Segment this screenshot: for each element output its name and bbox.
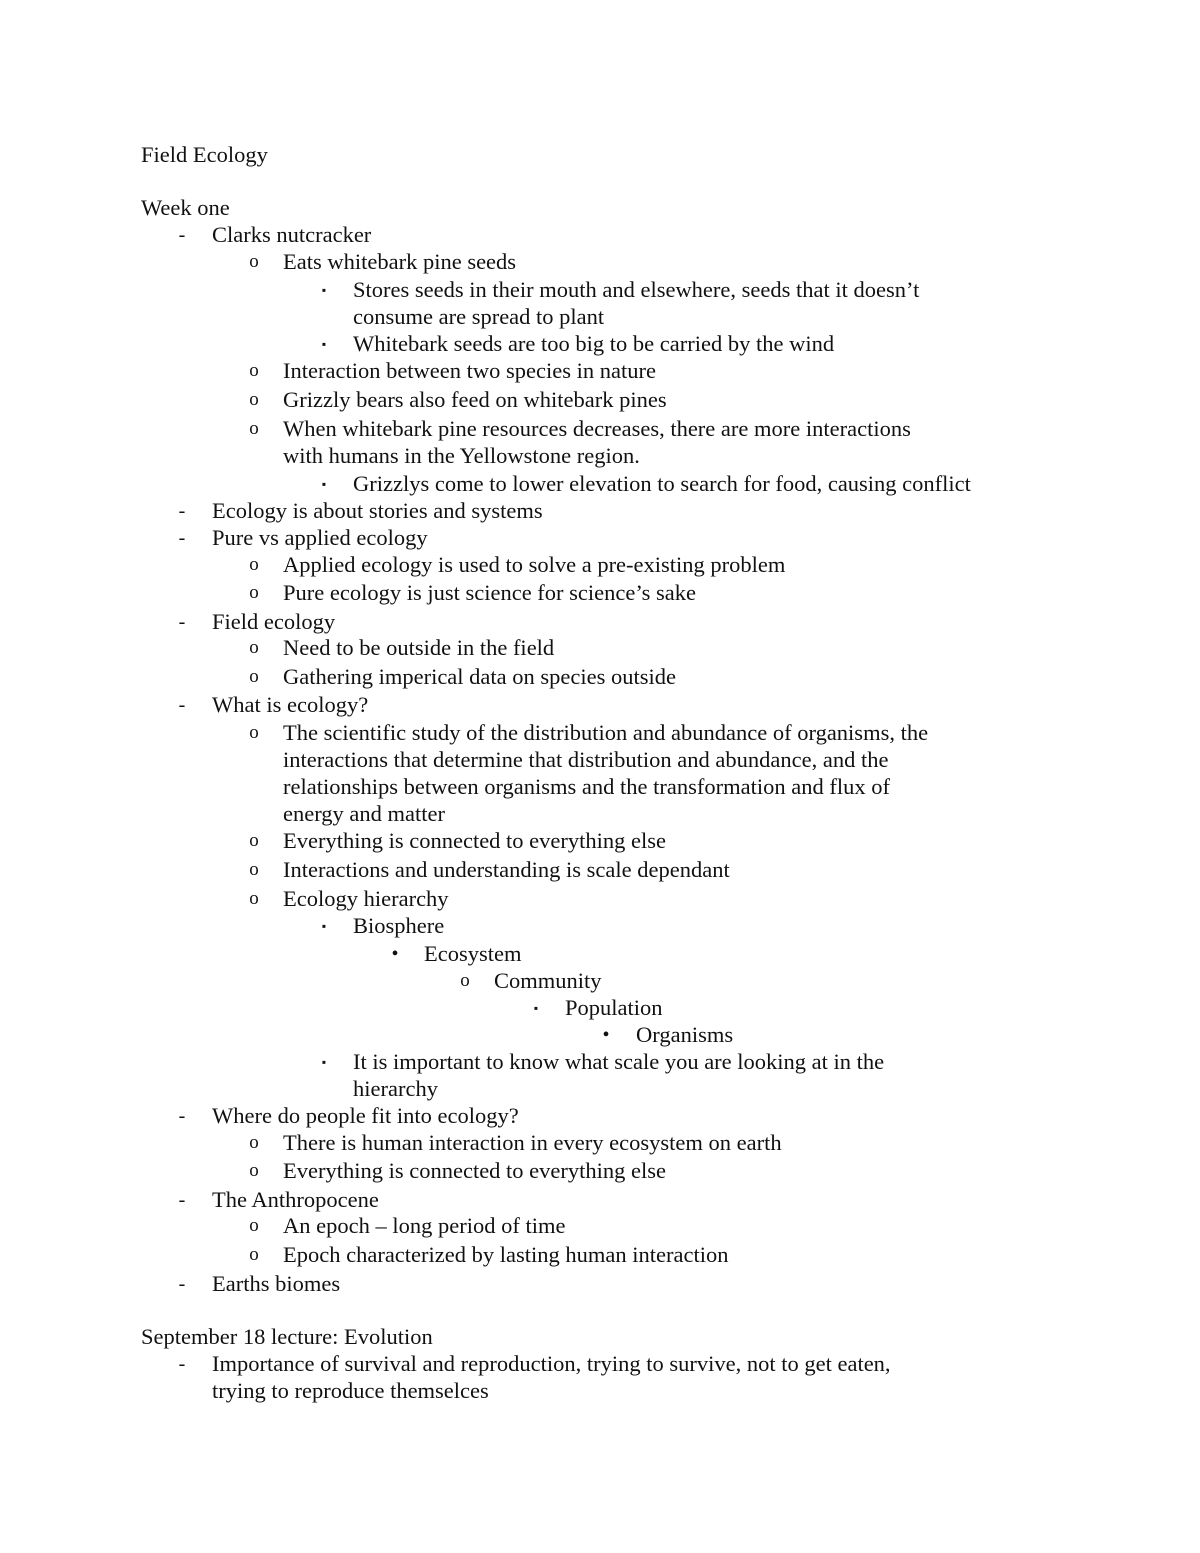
dash-bullet-icon: - [178, 1353, 186, 1375]
list-item-text: energy and matter [283, 801, 446, 826]
section-heading [0, 194, 1200, 222]
circle-bullet-icon: o [249, 554, 259, 575]
list-item-text: Grizzly bears also feed on whitebark pines [283, 387, 667, 412]
dash-bullet-icon: - [178, 1273, 186, 1295]
list-item-text: Ecosystem [424, 941, 522, 966]
circle-bullet-icon: o [460, 970, 470, 991]
document-title [0, 141, 1200, 169]
section-heading-text: September 18 lecture: Evolution [141, 1324, 433, 1349]
list-item-text: Grizzlys come to lower elevation to search for food, causing conflict [353, 471, 971, 496]
list-item [0, 330, 1200, 358]
square-bullet-icon: ▪ [321, 337, 327, 351]
list-item [0, 221, 1200, 249]
dash-bullet-icon: - [178, 1105, 186, 1127]
list-item [0, 885, 1200, 913]
list-item-text: Stores seeds in their mouth and elsewhere, seeds that it doesn’t [353, 277, 920, 302]
list-item-text: What is ecology? [212, 692, 369, 717]
list-item [0, 579, 1200, 607]
list-item [0, 357, 1200, 385]
list-item [0, 470, 1200, 498]
dash-bullet-icon: - [178, 694, 186, 716]
list-item [0, 691, 1200, 719]
list-item [0, 386, 1200, 414]
square-bullet-icon: ▪ [321, 283, 327, 297]
list-item-text: The scientific study of the distribution and abundance of organisms, the [283, 720, 929, 745]
list-item [0, 912, 1200, 940]
list-item-text: It is important to know what scale you are looking at in the [353, 1049, 885, 1074]
list-item [0, 1048, 1200, 1076]
list-item [0, 524, 1200, 552]
list-item-text: The Anthropocene [212, 1187, 379, 1212]
list-item-text: Biosphere [353, 913, 445, 938]
list-item-text: Applied ecology is used to solve a pre-existing problem [283, 552, 786, 577]
list-item-text: Field ecology [212, 609, 336, 634]
circle-bullet-icon: o [249, 251, 259, 272]
list-item-text: Everything is connected to everything else [283, 828, 667, 853]
list-item-text: There is human interaction in every ecosystem on earth [283, 1130, 782, 1155]
list-item [0, 634, 1200, 662]
list-item-text: trying to reproduce themselces [212, 1378, 489, 1403]
list-item-text: Ecology hierarchy [283, 886, 449, 911]
circle-bullet-icon: o [249, 637, 259, 658]
list-item-text: Interaction between two species in nature [283, 358, 656, 383]
list-item [0, 827, 1200, 855]
circle-bullet-icon: o [249, 722, 259, 743]
list-item-text: interactions that determine that distribution and abundance, and the [283, 747, 889, 772]
circle-bullet-icon: o [249, 888, 259, 909]
square-bullet-icon: ▪ [321, 919, 327, 933]
circle-bullet-icon: o [249, 582, 259, 603]
list-item [0, 1129, 1200, 1157]
dash-bullet-icon: - [178, 500, 186, 522]
circle-bullet-icon: o [249, 1244, 259, 1265]
circle-bullet-icon: o [249, 666, 259, 687]
title-text: Field Ecology [141, 142, 268, 167]
list-item-text: Clarks nutcracker [212, 222, 372, 247]
circle-bullet-icon: o [249, 389, 259, 410]
list-item-text: relationships between organisms and the transformation and flux of [283, 774, 890, 799]
list-item-continuation [0, 1377, 1200, 1405]
square-bullet-icon: ▪ [321, 477, 327, 491]
list-item [0, 1021, 1200, 1049]
dot-bullet-icon: • [391, 943, 399, 965]
dash-bullet-icon: - [178, 224, 186, 246]
list-item-text: Population [565, 995, 663, 1020]
list-item [0, 663, 1200, 691]
list-item-text: Interactions and understanding is scale dependant [283, 857, 730, 882]
list-item-text: An epoch – long period of time [283, 1213, 566, 1238]
list-item-text: Need to be outside in the field [283, 635, 555, 660]
list-item-text: Organisms [636, 1022, 734, 1047]
list-item-continuation [0, 303, 1200, 331]
list-item [0, 608, 1200, 636]
list-item [0, 415, 1200, 443]
list-item-continuation [0, 1075, 1200, 1103]
list-item [0, 856, 1200, 884]
circle-bullet-icon: o [249, 1160, 259, 1181]
list-item-text: Eats whitebark pine seeds [283, 249, 517, 274]
circle-bullet-icon: o [249, 859, 259, 880]
list-item-text: Importance of survival and reproduction, trying to survive, not to get eaten, [212, 1351, 891, 1376]
circle-bullet-icon: o [249, 830, 259, 851]
list-item [0, 967, 1200, 995]
list-item-text: consume are spread to plant [353, 304, 605, 329]
dash-bullet-icon: - [178, 611, 186, 633]
square-bullet-icon: ▪ [321, 1055, 327, 1069]
list-item-continuation [0, 800, 1200, 828]
dash-bullet-icon: - [178, 1189, 186, 1211]
list-item-text: When whitebark pine resources decreases, there are more interactions [283, 416, 911, 441]
list-item-text: Gathering imperical data on species outside [283, 664, 676, 689]
list-item-text: hierarchy [353, 1076, 438, 1101]
list-item-text: Community [494, 968, 602, 993]
list-item-text: Epoch characterized by lasting human interaction [283, 1242, 729, 1267]
list-item [0, 1102, 1200, 1130]
list-item-continuation [0, 746, 1200, 774]
list-item-text: Whitebark seeds are too big to be carried by the wind [353, 331, 835, 356]
section-heading [0, 1323, 1200, 1351]
list-item [0, 1212, 1200, 1240]
list-item [0, 1157, 1200, 1185]
list-item-continuation [0, 442, 1200, 470]
circle-bullet-icon: o [249, 1215, 259, 1236]
list-item [0, 940, 1200, 968]
list-item-text: Pure vs applied ecology [212, 525, 428, 550]
list-item [0, 276, 1200, 304]
list-item [0, 719, 1200, 747]
list-item [0, 994, 1200, 1022]
list-item-text: Where do people fit into ecology? [212, 1103, 519, 1128]
section-heading-text: Week one [141, 195, 230, 220]
list-item [0, 1270, 1200, 1298]
list-item [0, 497, 1200, 525]
list-item-continuation [0, 773, 1200, 801]
circle-bullet-icon: o [249, 418, 259, 439]
list-item-text: Pure ecology is just science for science’s sake [283, 580, 696, 605]
list-item-text: with humans in the Yellowstone region. [283, 443, 640, 468]
list-item [0, 248, 1200, 276]
circle-bullet-icon: o [249, 360, 259, 381]
dot-bullet-icon: • [602, 1024, 610, 1046]
circle-bullet-icon: o [249, 1132, 259, 1153]
list-item [0, 1186, 1200, 1214]
list-item [0, 1350, 1200, 1378]
list-item [0, 1241, 1200, 1269]
list-item-text: Ecology is about stories and systems [212, 498, 543, 523]
square-bullet-icon: ▪ [533, 1001, 539, 1015]
dash-bullet-icon: - [178, 527, 186, 549]
list-item-text: Earths biomes [212, 1271, 341, 1296]
list-item [0, 551, 1200, 579]
list-item-text: Everything is connected to everything else [283, 1158, 667, 1183]
